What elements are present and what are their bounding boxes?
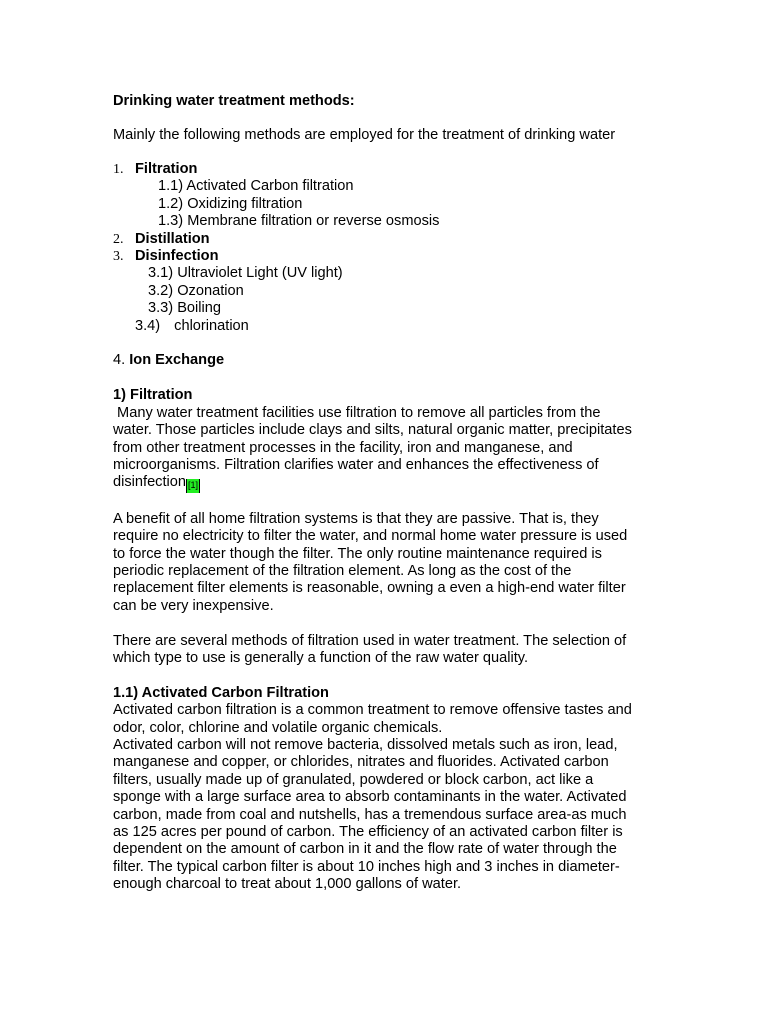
filtration-paragraph-3 [113, 633, 653, 668]
text-line: to force the water though the filter. The only routine maintenance required is [113, 545, 602, 562]
outline-item-distillation [113, 231, 653, 248]
outline-label: Ion Exchange [129, 351, 225, 368]
outline-subitem-label: chlorination [174, 317, 249, 334]
text-line: require no electricity to filter the water, and normal home water pressure is used [113, 528, 628, 545]
outline-number: 1. [113, 162, 124, 177]
outline-label: Distillation [135, 230, 210, 247]
text-line: which type to use is generally a function of the raw water quality. [113, 649, 529, 666]
document-title: Drinking water treatment methods: [113, 93, 355, 109]
outline-subitem: 1.3) Membrane filtration or reverse osmosis [158, 213, 440, 230]
text-line: dependent on the amount of carbon in it and the flow rate of water through the [113, 841, 617, 858]
text-line [113, 474, 653, 493]
text-line: odor, color, chlorine and volatile organic chemicals. [113, 719, 443, 736]
text-fragment: disinfection [113, 474, 187, 491]
outline-number: 3. [113, 248, 124, 264]
outline-item-filtration [113, 161, 653, 178]
outline-item-disinfection [113, 248, 653, 265]
text-line: Activated carbon will not remove bacteria, dissolved metals such as iron, lead, [113, 736, 618, 753]
text-line: as 125 acres per pound of carbon. The efficiency of an activated carbon filter is [113, 823, 623, 840]
methods-outline [113, 161, 653, 369]
outline-label: Disinfection [135, 247, 219, 264]
text-line: sponge with a large surface area to absorb contaminants in the water. Activated [113, 789, 627, 806]
text-line: manganese and copper, or chlorides, nitrates and fluorides. Activated carbon [113, 754, 609, 771]
text-line: periodic replacement of the filtration element. As long as the cost of the [113, 562, 572, 579]
section-heading-activated-carbon: 1.1) Activated Carbon Filtration [113, 684, 329, 701]
document-page [113, 93, 653, 894]
outline-label: Filtration [135, 161, 198, 177]
outline-subitem: 3.3) Boiling [148, 300, 222, 317]
section-heading-filtration: 1) Filtration [113, 387, 193, 404]
reference-link[interactable]: [1] [186, 479, 200, 493]
text-line: water. Those particles include clays and silts, natural organic matter, precipitates [113, 422, 632, 439]
outline-item-ion-exchange [113, 352, 653, 369]
text-line: from other treatment processes in the facility, iron and manganese, and [113, 439, 573, 456]
text-line: microorganisms. Filtration clarifies water and enhances the effectiveness of [113, 456, 599, 473]
text-line: replacement filter elements is reasonable, owning a even a high-end water filter [113, 580, 626, 597]
text-line: filters, usually made up of granulated, powdered or block carbon, act like a [113, 771, 594, 788]
outline-subitem-chlorination [113, 318, 653, 335]
outline-subitem: 3.1) Ultraviolet Light (UV light) [148, 265, 343, 282]
text-line: A benefit of all home filtration systems is that they are passive. That is, they [113, 510, 599, 527]
activated-carbon-paragraph [113, 702, 653, 893]
filtration-paragraph-1 [113, 405, 653, 494]
outline-subitem: 1.1) Activated Carbon filtration [158, 178, 354, 195]
outline-subitem: 3.2) Ozonation [148, 282, 244, 299]
outline-number: 2. [113, 231, 124, 247]
text-line: enough charcoal to treat about 1,000 gallons of water. [113, 876, 462, 893]
outline-subitem: 1.2) Oxidizing filtration [158, 195, 303, 212]
text-line: Activated carbon filtration is a common treatment to remove offensive tastes and [113, 702, 632, 719]
filtration-paragraph-2 [113, 511, 653, 615]
outline-number: 4. [113, 351, 126, 368]
text-line: carbon, made from coal and nutshells, has a tremendous surface area-as much [113, 806, 627, 823]
text-line: filter. The typical carbon filter is about 10 inches high and 3 inches in diameter- [113, 858, 620, 875]
text-line: can be very inexpensive. [113, 597, 274, 614]
intro-paragraph: Mainly the following methods are employed for the treatment of drinking water [113, 127, 616, 143]
outline-subitem-number: 3.4) [135, 317, 161, 334]
text-line: Many water treatment facilities use filtration to remove all particles from the [113, 404, 601, 421]
text-line: There are several methods of filtration used in water treatment. The selection of [113, 632, 627, 649]
